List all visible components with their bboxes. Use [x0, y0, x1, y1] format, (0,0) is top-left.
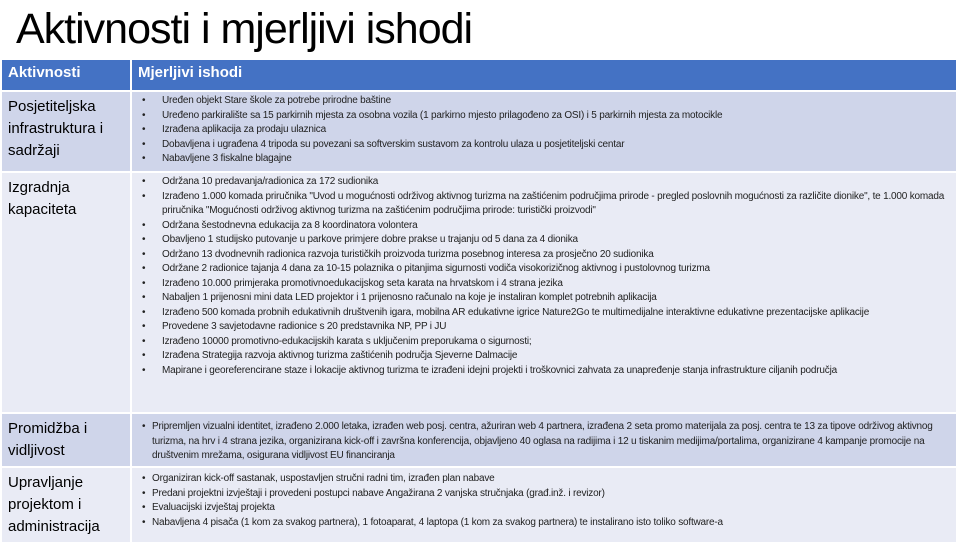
bullet-icon: •: [142, 516, 146, 528]
outcome-item: [142, 219, 950, 234]
outcome-text: Provedene 3 savjetodavne radionice s 20 predstavnika NP, PP i JU: [162, 321, 447, 332]
bullet-icon: •: [142, 321, 146, 332]
outcome-item: [142, 487, 950, 502]
bullet-icon: •: [142, 277, 146, 289]
bullet-icon: •: [142, 421, 146, 432]
outcome-item: [142, 138, 950, 153]
outcomes-list: [132, 468, 956, 530]
outcome-text: Obavljeno 1 studijsko putovanje u parkove primjere dobre prakse u trajanju od 5 dana za 4 dionika: [162, 234, 578, 245]
outcome-text: Izrađena aplikacija za prodaju ulaznica: [162, 124, 326, 135]
bullet-icon: •: [142, 487, 146, 499]
bullet-icon: •: [142, 124, 146, 135]
bullet-icon: •: [142, 248, 146, 260]
outcome-item: [142, 516, 950, 531]
outcome-text: Predani projektni izvještaji i provedeni postupci nabave Angažirana 2 vanjska stručnjaka (građ.inž. i revizor): [152, 487, 605, 499]
outcome-text: Izrađeno 10000 promotivno-edukacijskih karata s uključenim preporukama o sigurnosti;: [162, 335, 532, 347]
outcome-item: [142, 291, 950, 306]
outcomes-cell: [131, 413, 957, 467]
header-outcomes: Mjerljivi ishodi: [131, 59, 957, 91]
outcome-text: Pripremljen vizualni identitet, izrađeno 2.000 letaka, izrađen web posj. centra, ažuriran web 4 partnera, izrađena 2 seta promo materijala za posj. centra te 13 za tipove održivog aktivnog turizma, na hrv i 4 strana jezika, organizirana kick-off i završna konferencija, objavljeno 40 oglasa na radijima i 12 u tiskanim medijima/portalima, organizirane 4 kampanje promocije na društvenim mrežama, osigurana vidljivost EU financiranja: [152, 421, 933, 461]
table-header: [1, 59, 957, 91]
outcome-text: Uređen objekt Stare škole za potrebe prirodne baštine: [162, 95, 391, 106]
outcome-item: [142, 320, 950, 335]
outcome-item: [142, 248, 950, 263]
bullet-icon: •: [142, 263, 146, 274]
table-row: [1, 467, 957, 543]
outcome-text: Nabavljena 4 pisača (1 kom za svakog partnera), 1 fotoaparat, 4 laptopa (1 kom za svakog partnera) te instalirano isto toliko software-a: [152, 516, 723, 528]
outcome-text: Uređeno parkiralište sa 15 parkirnih mjesta za osobna vozila (1 parkirno mjesto prilagođeno za OSI) i 5 parkirnih mjesta za motocikle: [162, 109, 723, 121]
outcome-item: [142, 420, 950, 464]
outcome-item: [142, 233, 950, 248]
outcome-item: [142, 472, 950, 487]
bullet-icon: •: [142, 473, 146, 484]
outcome-text: Izrađeno 500 komada probnih edukativnih društvenih igara, mobilna AR edukativne igrice Nature2Go te multimedijalne interaktivne edukativne prezentacijske aplikacije: [162, 306, 870, 318]
bullet-icon: •: [142, 138, 146, 150]
outcome-item: [142, 190, 950, 219]
outcome-item: [142, 94, 950, 109]
outcome-item: [142, 501, 950, 516]
bullet-icon: •: [142, 95, 146, 106]
outcomes-list: [132, 414, 956, 464]
bullet-icon: •: [142, 292, 146, 303]
outcome-text: Održano 13 dvodnevnih radionica razvoja turističkih proizvoda turizma posebnog interesa za prosječno 20 sudionika: [162, 248, 654, 260]
outcome-text: Izrađena Strategija razvoja aktivnog turizma zaštićenih područja Sjeverne Dalmacije: [162, 350, 518, 361]
outcome-item: [142, 349, 950, 364]
bullet-icon: •: [142, 364, 146, 376]
outcome-text: Dobavljena i ugrađena 4 tripoda su povezani sa softverskim sustavom za kontrolu ulaza u posjetiteljski centar: [162, 138, 625, 150]
outcome-text: Održane 2 radionice tajanja 4 dana za 10-15 polaznika o pitanjima sigurnosti vodiča visokorizičnog aktivnog i pustolovnog turizma: [162, 263, 710, 274]
outcomes-cell: [131, 467, 957, 543]
outcome-text: Nabavljene 3 fiskalne blagajne: [162, 153, 292, 164]
outcome-item: [142, 109, 950, 124]
outcomes-cell: [131, 91, 957, 172]
activity-cell: Izgradnja kapaciteta: [1, 172, 131, 413]
bullet-icon: •: [142, 306, 146, 318]
outcome-text: Mapirane i georeferencirane staze i lokacije aktivnog turizma te izrađeni idejni projekti i troškovnici zahvata za unapređenje stanja infrastrukture ciljanih područja: [162, 364, 837, 376]
outcomes-list: [132, 92, 956, 167]
bullet-icon: •: [142, 335, 146, 347]
outcome-text: Održana 10 predavanja/radionica za 172 sudionika: [162, 176, 379, 187]
outcome-text: Održana šestodnevna edukacija za 8 koordinatora volontera: [162, 219, 418, 231]
outcome-text: Evaluacijski izvještaj projekta: [152, 502, 275, 513]
outcome-item: [142, 306, 950, 321]
bullet-icon: •: [142, 502, 146, 513]
outcome-text: Izrađeno 1.000 komada priručnika "Uvod u mogućnosti održivog aktivnog turizma na zaštićenim područjima prirode - pregled poslovnih mogućnosti za različite dionike", te 1.000 komada priručnika "Mogućnosti održivog aktivnog turizma na zaštićenim područjima prirode: turistički proizvodi": [162, 190, 945, 216]
outcome-item: [142, 262, 950, 277]
bullet-icon: •: [142, 190, 146, 202]
outcomes-cell: [131, 172, 957, 413]
outcome-item: [142, 364, 950, 379]
bullet-icon: •: [142, 234, 146, 245]
outcome-item: [142, 175, 950, 190]
bullet-icon: •: [142, 153, 146, 164]
outcomes-list: [132, 173, 956, 378]
outcome-text: Organiziran kick-off sastanak, uspostavljen stručni radni tim, izrađen plan nabave: [152, 473, 495, 484]
table-row: [1, 413, 957, 467]
table-row: [1, 91, 957, 172]
activity-cell: Upravljanje projektom i administracija: [1, 467, 131, 543]
header-activities: Aktivnosti: [1, 59, 131, 91]
outcome-item: [142, 335, 950, 350]
outcome-text: Nabaljen 1 prijenosni mini data LED projektor i 1 prijenosno računalo na koje je instaliran komplet potrebnih aplikacija: [162, 292, 657, 303]
activity-cell: Promidžba i vidljivost: [1, 413, 131, 467]
bullet-icon: •: [142, 219, 146, 231]
activity-cell: Posjetiteljska infrastruktura i sadržaji: [1, 91, 131, 172]
activities-table: [0, 58, 958, 544]
bullet-icon: •: [142, 350, 146, 361]
page-title: Aktivnosti i mjerljivi ishodi: [16, 5, 473, 53]
outcome-item: [142, 277, 950, 292]
table-row: [1, 172, 957, 413]
bullet-icon: •: [142, 176, 146, 187]
outcome-text: Izrađeno 10.000 primjeraka promotivnoedukacijskog seta karata na hrvatskom i 4 strana jezika: [162, 277, 563, 289]
outcome-item: [142, 123, 950, 138]
outcome-item: [142, 152, 950, 167]
bullet-icon: •: [142, 109, 146, 121]
